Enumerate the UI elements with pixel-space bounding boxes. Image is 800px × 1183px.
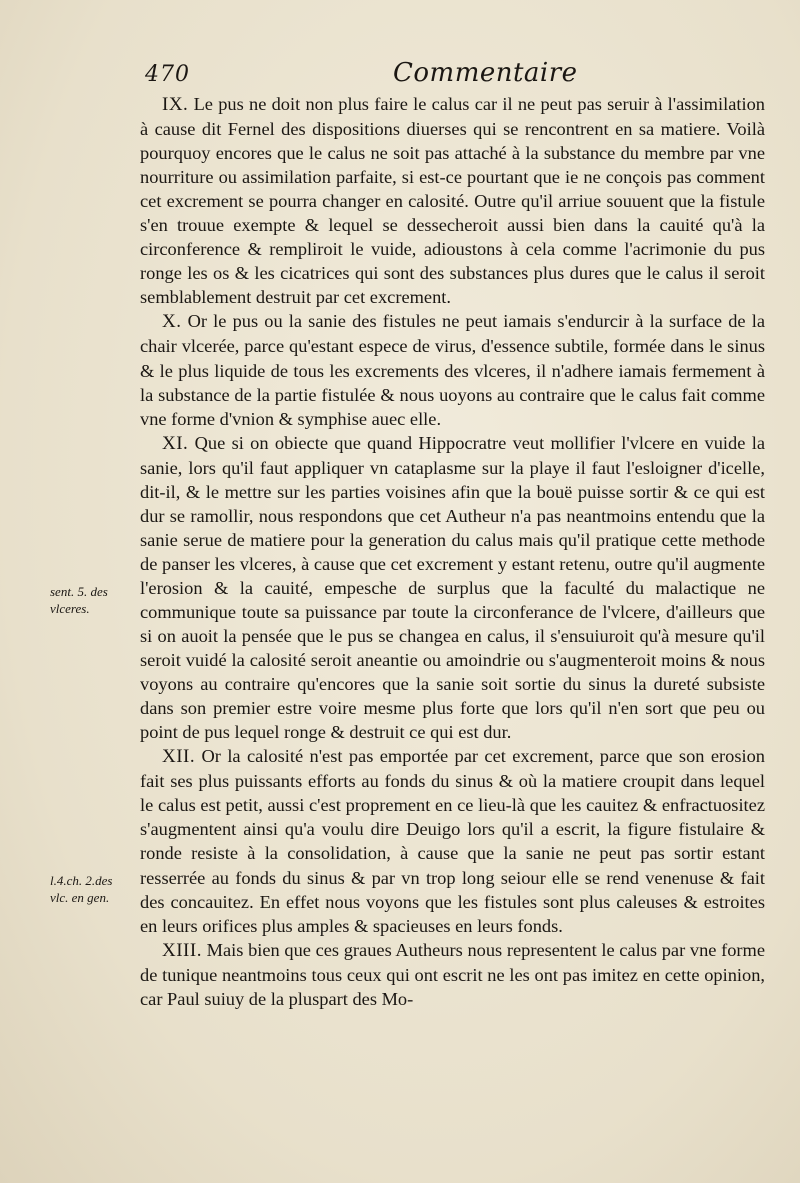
running-head: Commentaire	[393, 58, 578, 88]
paragraph-ix	[140, 92, 765, 309]
paragraph-numeral: XIII.	[162, 939, 202, 961]
paragraph-numeral: IX.	[162, 94, 189, 115]
paragraph-text: Or le pus ou la sanie des fistules ne peut iamais s'endurcir à la surface de la chair vlcerée, parce qu'estant espece de virus, d'essence subtile, formée dans le sinus & le plus liquide de tous les excrements des vlceres, il n'adhere iamais fermement à la substance de la partie fistulée & nous uoyons au contraire que le calus fait comme vne forme d'vnion & symphise auec elle.	[140, 311, 765, 429]
margin-note: l.4.ch. 2.des vlc. en gen.	[50, 873, 113, 905]
paragraph-xi	[140, 431, 765, 745]
paragraph-text: Or la calosité n'est pas emportée par cet excrement, parce que son erosion fait ses plus puissants efforts au fonds du sinus & où la matiere croupit dans lequel le calus est petit, aussi c'est proprement en ce lieu-là que les cauitez & enfractuositez s'augmentent ainsi qu'a voulu dire Deuigo lors qu'il a escrit, la figure fistulaire & ronde resiste à la consolidation, à cause que la sanie ne peut pas sortir estant resserrée au fonds du sinus & par vn trop long seiour elle se rend venenuse & fait des concauitez. En effet nous voyons que les fistules sont plus caleuses & estroites en leurs orifices plus amples & spacieuses en leurs fonds.	[140, 746, 765, 936]
paragraph-xiii	[140, 938, 765, 1011]
paragraph-text: Le pus ne doit non plus faire le calus car il ne peut pas seruir à l'assimilation à cause dit Fernel des dispositions diuerses qui se rencontrent en sa matiere. Voilà pourquoy encores que le calus ne soit pas attaché à la substance du membre par vne nourriture ou assimilation parfaite, si est-ce pourtant que ie ne conçois pas comment cet excrement se pourra changer en calosité. Outre qu'il arriue souuent que la fistule s'en trouue exempte & lequel se dessecheroit aussi bien dans la cauité qu'à la circonference & rempliroit le vuide, adioustons à cela comme l'acrimonie du pus ronge les os & les cicatrices qui sont des substances plus dures que le calus il seroit semblablement destruit par cet excrement.	[140, 94, 765, 308]
margin-note: sent. 5. des vlceres.	[50, 584, 108, 616]
paragraph-text: Mais bien que ces graues Autheurs nous representent le calus par vne forme de tunique neantmoins tous ceux qui ont escrit ne les ont pas imitez en cette opinion, car Paul suiuy de la pluspart des Mo-	[140, 939, 765, 1009]
paragraph-numeral: XII.	[162, 746, 196, 768]
paragraph-numeral: X.	[162, 311, 182, 333]
paragraph-xii	[140, 744, 765, 937]
body-text	[140, 92, 765, 1011]
page-header	[143, 58, 763, 92]
paragraph-numeral: XI.	[162, 432, 189, 454]
paragraph-text: Que si on obiecte que quand Hippocratre veut mollifier l'vlcere en vuide la sanie, lors qu'il faut appliquer vn cataplasme sur la playe il faut l'esloigner d'icelle, dit-il, & le mettre sur les parties voisines afin que la bouë puisse sortir & ce qui est dur se ramollir, nous respondons que cet Autheur n'a pas neantmoins entendu que la sanie serue de matiere pour la generation du calus mais qu'il pratique cette methode de panser les vlceres, à cause que cet excrement y estant retenu, outre qu'il augmente l'erosion & la cauité, empesche de surplus que la faculté du malactique ne communique toute sa puissance par toute la circonferance de l'vlcere, d'ailleurs que si on auoit la pensée que le pus se changea en calus, il s'ensuiuroit qu'à mesure qu'il seroit vuidé la calosité seroit aneantie ou amoindrie ou s'augmenteroit moins & nous voyons au contraire qu'encores que la sanie soit sortie du sinus la dureté subsiste dans son premier estre voire mesme plus forte que lors qu'il n'en sort que peu ou point de pus lequel ronge & destruit ce qui est dur.	[140, 432, 765, 743]
paragraph-x	[140, 309, 765, 430]
page-number: 470	[145, 62, 190, 87]
